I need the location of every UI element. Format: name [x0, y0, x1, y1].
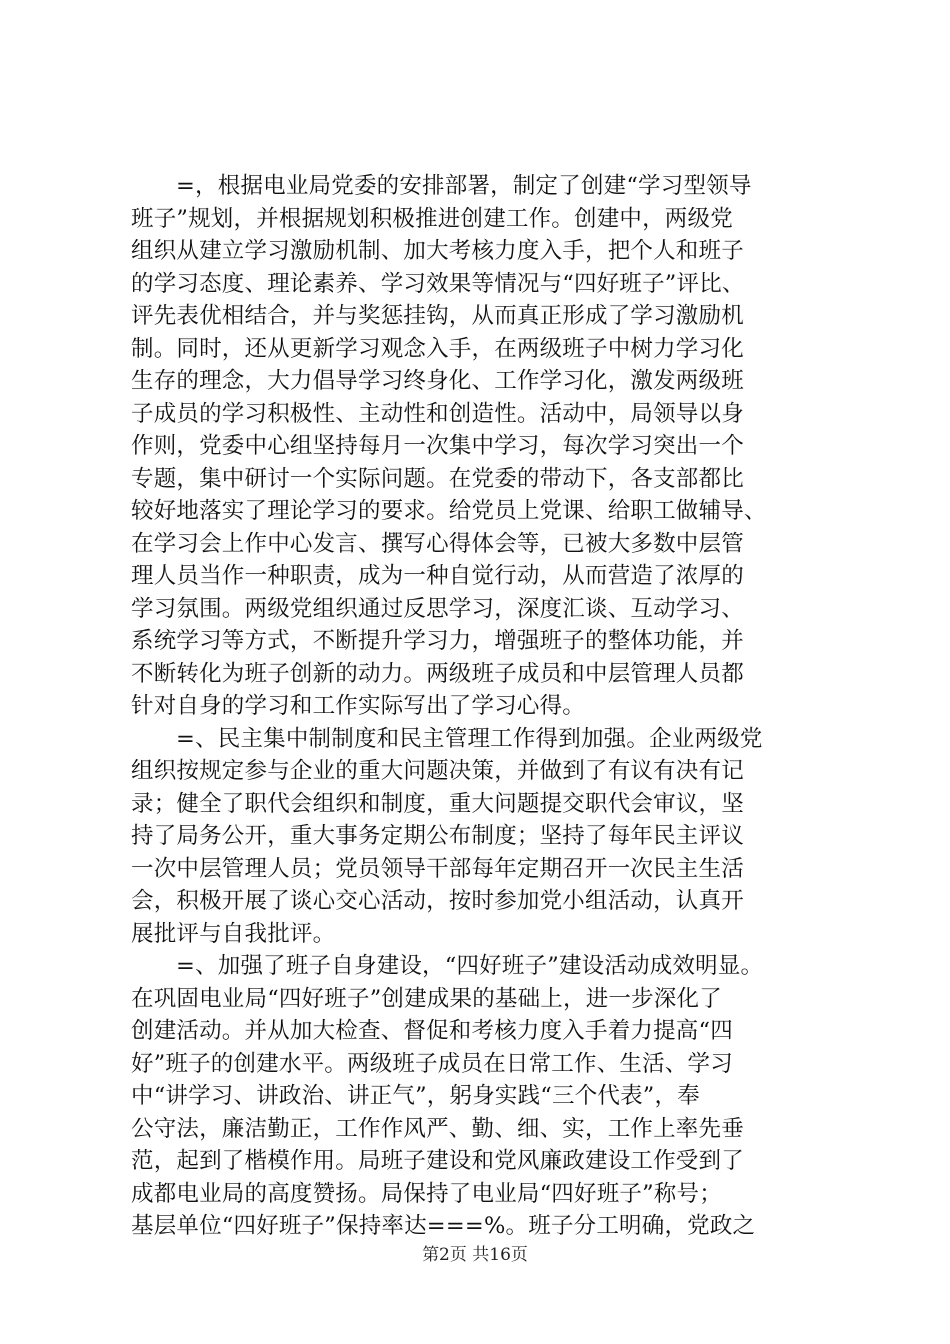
- paragraph-line: 成都电业局的高度赞扬。局保持了电业局“四好班子”称号；: [131, 1180, 722, 1207]
- paragraph-line: 会，积极开展了谈心交心活动，按时参加党小组活动，认真开: [131, 888, 744, 914]
- paragraph-line: 专题，集中研讨一个实际问题。在党委的带动下，各支部都比: [131, 465, 744, 492]
- paragraph-line: 评先表优相结合，并与奖惩挂钩，从而真正形成了学习激励机: [131, 303, 744, 329]
- paragraph-line: 范，起到了楷模作用。局班子建设和党风廉政建设工作受到了: [131, 1148, 744, 1174]
- paragraph-line: 创建活动。并从加大检查、督促和考核力度入手着力提高“四: [131, 1018, 733, 1044]
- page-number-footer: 第2页 共16页: [422, 1245, 528, 1265]
- paragraph-line: 一次中层管理人员；党员领导干部每年定期召开一次民主生活: [131, 855, 744, 882]
- body-text: [131, 170, 831, 1243]
- paragraph-line: 子成员的学习积极性、主动性和创造性。活动中，局领导以身: [131, 400, 744, 427]
- paragraph-line: 展批评与自我批评。: [131, 920, 336, 947]
- paragraph-line: 制。同时，还从更新学习观念入手，在两级班子中树力学习化: [131, 335, 744, 362]
- paragraph-line: 作则，党委中心组坚持每月一次集中学习，每次学习突出一个: [131, 433, 744, 459]
- paragraph-line: 生存的理念，大力倡导学习终身化、工作学习化，激发两级班: [131, 368, 744, 394]
- paragraph-line: 在巩固电业局“四好班子”创建成果的基础上，进一步深化了: [131, 985, 722, 1012]
- paragraph-line: 班子”规划，并根据规划积极推进创建工作。创建中，两级党: [131, 205, 733, 232]
- paragraph-line: =、加强了班子自身建设，“四好班子”建设活动成效明显。: [176, 953, 764, 979]
- paragraph-line: 学习氛围。两级党组织通过反思学习，深度汇谈、互动学习、: [131, 595, 744, 622]
- paragraph-line: 的学习态度、理论素养、学习效果等情况与“四好班子”评比、: [131, 270, 745, 297]
- paragraph-line: 组织按规定参与企业的重大问题决策，并做到了有议有决有记: [131, 758, 744, 784]
- paragraph-line: 理人员当作一种职责，成为一种自觉行动，从而营造了浓厚的: [131, 563, 744, 589]
- paragraph-line: 较好地落实了理论学习的要求。给党员上党课、给职工做辅导、: [131, 498, 767, 524]
- paragraph-line: 不断转化为班子创新的动力。两级班子成员和中层管理人员都: [131, 660, 744, 687]
- paragraph-line: =，根据电业局党委的安排部署，制定了创建“学习型领导: [176, 173, 752, 199]
- paragraph-line: 在学习会上作中心发言、撰写心得体会等，已被大多数中层管: [131, 530, 744, 557]
- paragraph-line: 组织从建立学习激励机制、加大考核力度入手，把个人和班子: [131, 238, 744, 264]
- paragraph-line: 好”班子的创建水平。两级班子成员在日常工作、生活、学习: [131, 1050, 733, 1077]
- paragraph-line: 公守法，廉洁勤正，工作作风严、勤、细、实，工作上率先垂: [131, 1115, 744, 1142]
- paragraph-line: 录；健全了职代会组织和制度，重大问题提交职代会审议，坚: [131, 790, 744, 817]
- paragraph-line: 中“讲学习、讲政治、讲正气”，躬身实践“三个代表”，奉: [131, 1083, 700, 1109]
- paragraph-line: =、民主集中制制度和民主管理工作得到加强。企业两级党: [176, 725, 763, 752]
- paragraph-line: 针对自身的学习和工作实际写出了学习心得。: [131, 693, 586, 719]
- paragraph-line: 基层单位“四好班子”保持率达===%。班子分工明确，党政之: [131, 1213, 756, 1239]
- paragraph-line: 持了局务公开，重大事务定期公布制度；坚持了每年民主评议: [131, 823, 744, 849]
- paragraph-line: 系统学习等方式，不断提升学习力，增强班子的整体功能，并: [131, 628, 744, 654]
